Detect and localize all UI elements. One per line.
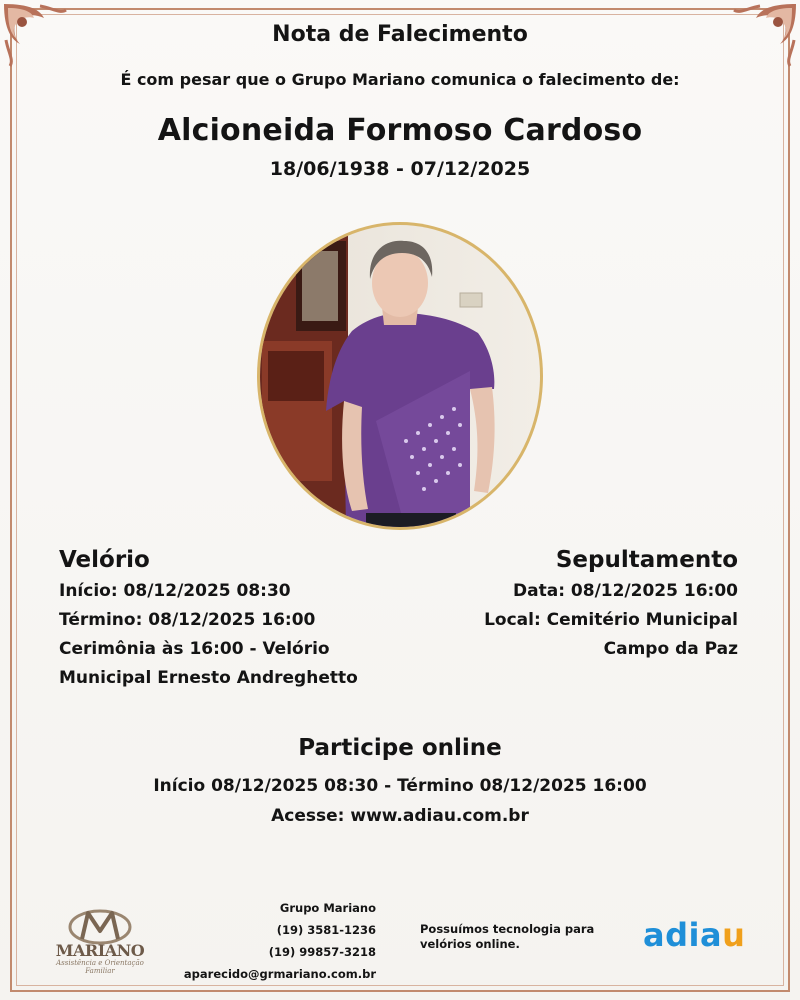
- deceased-name: Alcioneida Formoso Cardoso: [157, 113, 643, 148]
- velorio-ceremony-line1: Cerimônia às 16:00 - Velório: [59, 639, 330, 659]
- velorio-end: Término: 08/12/2025 16:00: [59, 610, 316, 630]
- sepultamento-section: [378, 547, 738, 664]
- phone-2[interactable]: (19) 99857-3218: [268, 945, 376, 959]
- contact-info: [136, 897, 376, 985]
- sepultamento-date: Data: 08/12/2025 16:00: [513, 581, 738, 601]
- adiau-logo-start: adia: [643, 916, 723, 954]
- tech-text: Possuímos tecnologia para velórios online.: [420, 922, 595, 951]
- phone-1[interactable]: (19) 3581-1236: [276, 923, 376, 937]
- mariano-logo-text: MARIANO: [55, 941, 145, 960]
- company-name: Grupo Mariano: [279, 901, 376, 915]
- adiau-logo-end: u: [722, 916, 746, 954]
- sepultamento-location-line2: Campo da Paz: [603, 639, 738, 659]
- notice-title: Nota de Falecimento: [272, 22, 528, 47]
- online-heading: Participe online: [298, 735, 502, 761]
- adiau-logo[interactable]: [643, 916, 745, 954]
- mariano-logo-tagline: Assistência e Orientação Familiar: [56, 959, 144, 975]
- notice-announcement: É com pesar que o Grupo Mariano comunica o falecimento de:: [120, 70, 680, 89]
- email-link[interactable]: aparecido@grmariano.com.br: [183, 967, 376, 981]
- velorio-start: Início: 08/12/2025 08:30: [59, 581, 291, 601]
- sepultamento-location-line1: Local: Cemitério Municipal: [484, 610, 738, 630]
- velorio-ceremony-line2: Municipal Ernesto Andreghetto: [59, 668, 358, 688]
- velorio-heading: Velório: [59, 547, 150, 573]
- sepultamento-heading: Sepultamento: [555, 547, 738, 573]
- life-dates: 18/06/1938 - 07/12/2025: [269, 158, 531, 180]
- deceased-photo: [256, 221, 544, 531]
- online-access-link[interactable]: Acesse: www.adiau.com.br: [271, 806, 529, 826]
- velorio-section: [59, 547, 419, 693]
- online-times: Início 08/12/2025 08:30 - Término 08/12/2025 16:00: [153, 776, 647, 796]
